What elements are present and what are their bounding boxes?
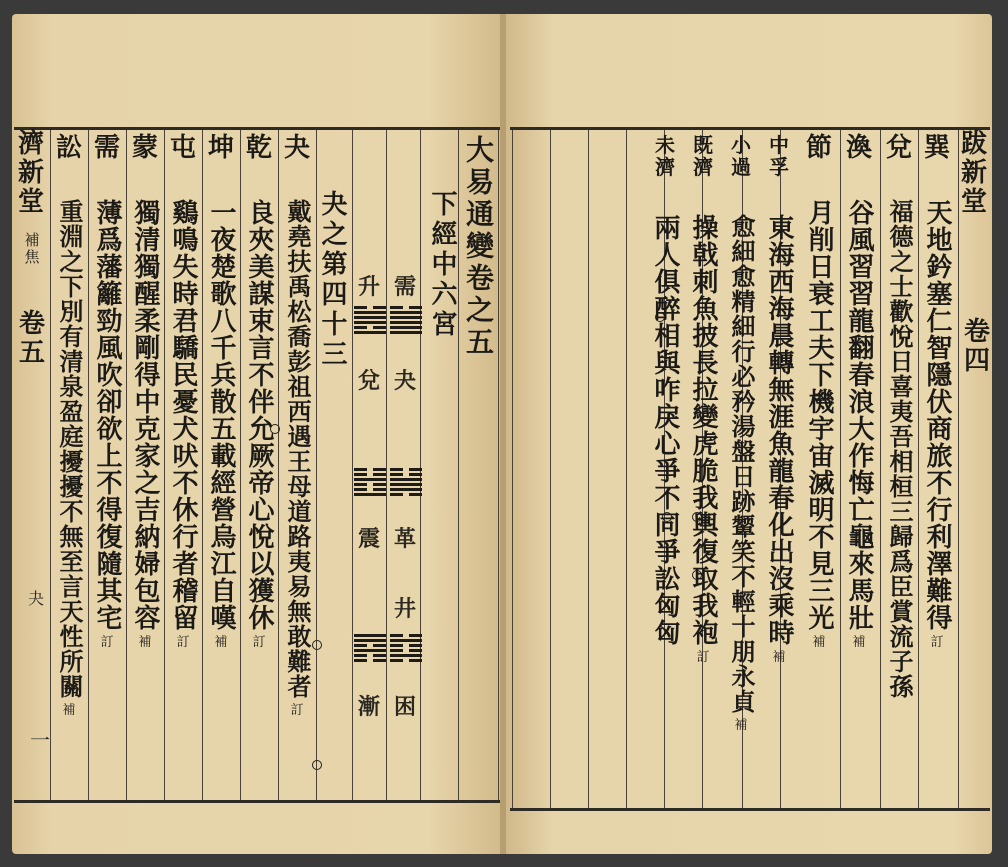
- column-rule: [958, 130, 959, 808]
- hexagram-label: 夬: [394, 368, 417, 394]
- annotation-mark: 訂: [252, 635, 266, 650]
- verse-column: [240, 134, 278, 650]
- hexagram-name: 節: [805, 133, 832, 163]
- verse-text: 福德之士歡悅日喜夷吾相桓三歸爲臣賞流子孫: [885, 199, 914, 699]
- column-rule: [626, 130, 627, 808]
- verse-text: 愈細愈精細行必矜湯盤日跡颦笑不輕十朋永貞: [727, 214, 756, 714]
- verse-text: 操戟刺魚披長拉變虎脆我輿復取我袍: [688, 214, 718, 646]
- heading-text: 大易通變卷之五: [462, 135, 495, 359]
- verse-column: [126, 134, 164, 650]
- hexagram-name: 兌: [885, 133, 912, 163]
- verse-text: 兩人俱醉相與咋戾心爭不同爭訟匈匈: [650, 214, 680, 646]
- verse-column: [800, 134, 838, 650]
- left-spine-volume: 卷 五: [18, 309, 45, 368]
- section-heading: [312, 190, 352, 370]
- left-top-rule: [14, 127, 500, 130]
- column-rule: [588, 130, 589, 808]
- verse-text: 薄爲藩籬勁風吹卻欲上不得復隨其宅: [92, 199, 122, 631]
- right-spine-title: 跋 新 堂: [960, 129, 987, 217]
- hexagram-label: 震: [358, 526, 381, 552]
- verse-text: 月削日衰工夫下機宇宙滅明不見三光: [804, 199, 834, 631]
- punctuation-circle: [312, 760, 322, 770]
- hexagram-name: 未濟: [655, 133, 675, 179]
- verse-column: [880, 134, 918, 699]
- column-rule: [386, 130, 387, 800]
- annotation-mark: 訂: [176, 635, 190, 650]
- verse-column: [88, 134, 126, 650]
- annotation-mark: 訂: [696, 650, 710, 665]
- heading-text: 下經中六宮: [427, 190, 457, 340]
- verse-column: [278, 134, 316, 718]
- annotation-mark: 補: [772, 650, 786, 665]
- annotation-mark: 補: [62, 703, 76, 718]
- hexagram-label: 困: [394, 694, 417, 720]
- hexagram-name: 巽: [923, 133, 950, 163]
- verse-column: [760, 134, 798, 665]
- hexagram-name: 坤: [207, 133, 234, 163]
- verse-text: 重淵之下別有清泉盈庭擾擾不無至言天性所關: [55, 199, 84, 699]
- annotation-mark: 補: [734, 718, 748, 733]
- verse-text: 東海西海晨轉無涯魚龍春化出沒乘時: [764, 214, 794, 646]
- page-number: 一: [30, 728, 50, 752]
- verse-text: 戴堯扶禹松喬彭祖西遇王母道路夷易無敢難者: [283, 199, 312, 699]
- verse-column: [840, 134, 878, 650]
- annotation-mark: 訂: [290, 703, 304, 718]
- verse-text: 天地鈐塞仁智隱伏商旅不行利澤難得: [922, 199, 952, 631]
- verse-column: [722, 134, 760, 733]
- heading-text: 夬之第四十三: [317, 190, 347, 370]
- hexagram-name: 需: [93, 133, 120, 163]
- verse-text: 一夜楚歌八千兵散五載經營烏江自嘆: [206, 199, 236, 631]
- hexagram-name: 既濟: [693, 133, 713, 179]
- hexagram-name: 小過: [731, 133, 751, 179]
- hexagram-name: 渙: [845, 133, 872, 163]
- column-rule: [550, 130, 551, 808]
- hexagram-name: 乾: [245, 133, 272, 163]
- verse-column: [50, 134, 88, 718]
- verse-column: [164, 134, 202, 650]
- hexagram-icon: [354, 632, 386, 664]
- book-gutter: [500, 14, 506, 854]
- annotation-mark: 訂: [930, 635, 944, 650]
- left-spine-sub: 補 焦: [24, 231, 40, 266]
- hexagram-name: 夬: [283, 133, 310, 163]
- palace-subtitle: [424, 190, 460, 340]
- verse-column: [202, 134, 240, 650]
- column-rule: [498, 130, 499, 800]
- annotation-mark: 訂: [100, 635, 114, 650]
- hexagram-name: 訟: [55, 133, 82, 163]
- left-bottom-rule: [14, 800, 500, 803]
- hexagram-label: 需: [394, 274, 417, 300]
- hexagram-label: 革: [394, 526, 417, 552]
- column-rule: [420, 130, 421, 800]
- verse-text: 谷風習習龍翻春浪大作悔亡龜來馬壯: [844, 199, 874, 631]
- hexagram-label: 兌: [358, 368, 381, 394]
- verse-column: [646, 134, 684, 646]
- punctuation-circle: [312, 640, 322, 650]
- verse-column: [684, 134, 722, 665]
- hexagram-icon: [390, 466, 422, 498]
- right-spine-volume: 卷 四: [963, 317, 990, 376]
- hexagram-label: 漸: [358, 694, 381, 720]
- hexagram-icon: [390, 632, 422, 664]
- verse-column: [918, 134, 956, 650]
- verse-text: 獨清獨醒柔剛得中克家之吉納婦包容: [130, 199, 160, 631]
- column-rule: [512, 130, 513, 808]
- left-spine-foot: 夬: [28, 589, 45, 608]
- hexagram-name: 屯: [169, 133, 196, 163]
- hexagram-name: 蒙: [131, 133, 158, 163]
- annotation-mark: 補: [214, 635, 228, 650]
- verse-text: 鷄鳴失時君驕民憂犬吠不休行者稽留: [168, 199, 198, 631]
- verse-text: 良夾美謀束言不伴允厥帝心悅以獲休: [244, 199, 274, 631]
- volume-title: [460, 135, 496, 359]
- hexagram-icon: [390, 304, 422, 336]
- hexagram-label: 升: [358, 274, 381, 300]
- hexagram-name: 中孚: [769, 133, 789, 179]
- right-bottom-rule: [510, 808, 990, 811]
- punctuation-circle: [270, 424, 280, 434]
- hexagram-icon: [354, 304, 386, 336]
- annotation-mark: 補: [852, 635, 866, 650]
- column-rule: [352, 130, 353, 800]
- left-spine-title: 濟 新 堂: [17, 129, 44, 217]
- annotation-mark: 補: [138, 635, 152, 650]
- hexagram-icon: [354, 466, 386, 498]
- annotation-mark: 補: [812, 635, 826, 650]
- hexagram-label: 井: [394, 596, 417, 622]
